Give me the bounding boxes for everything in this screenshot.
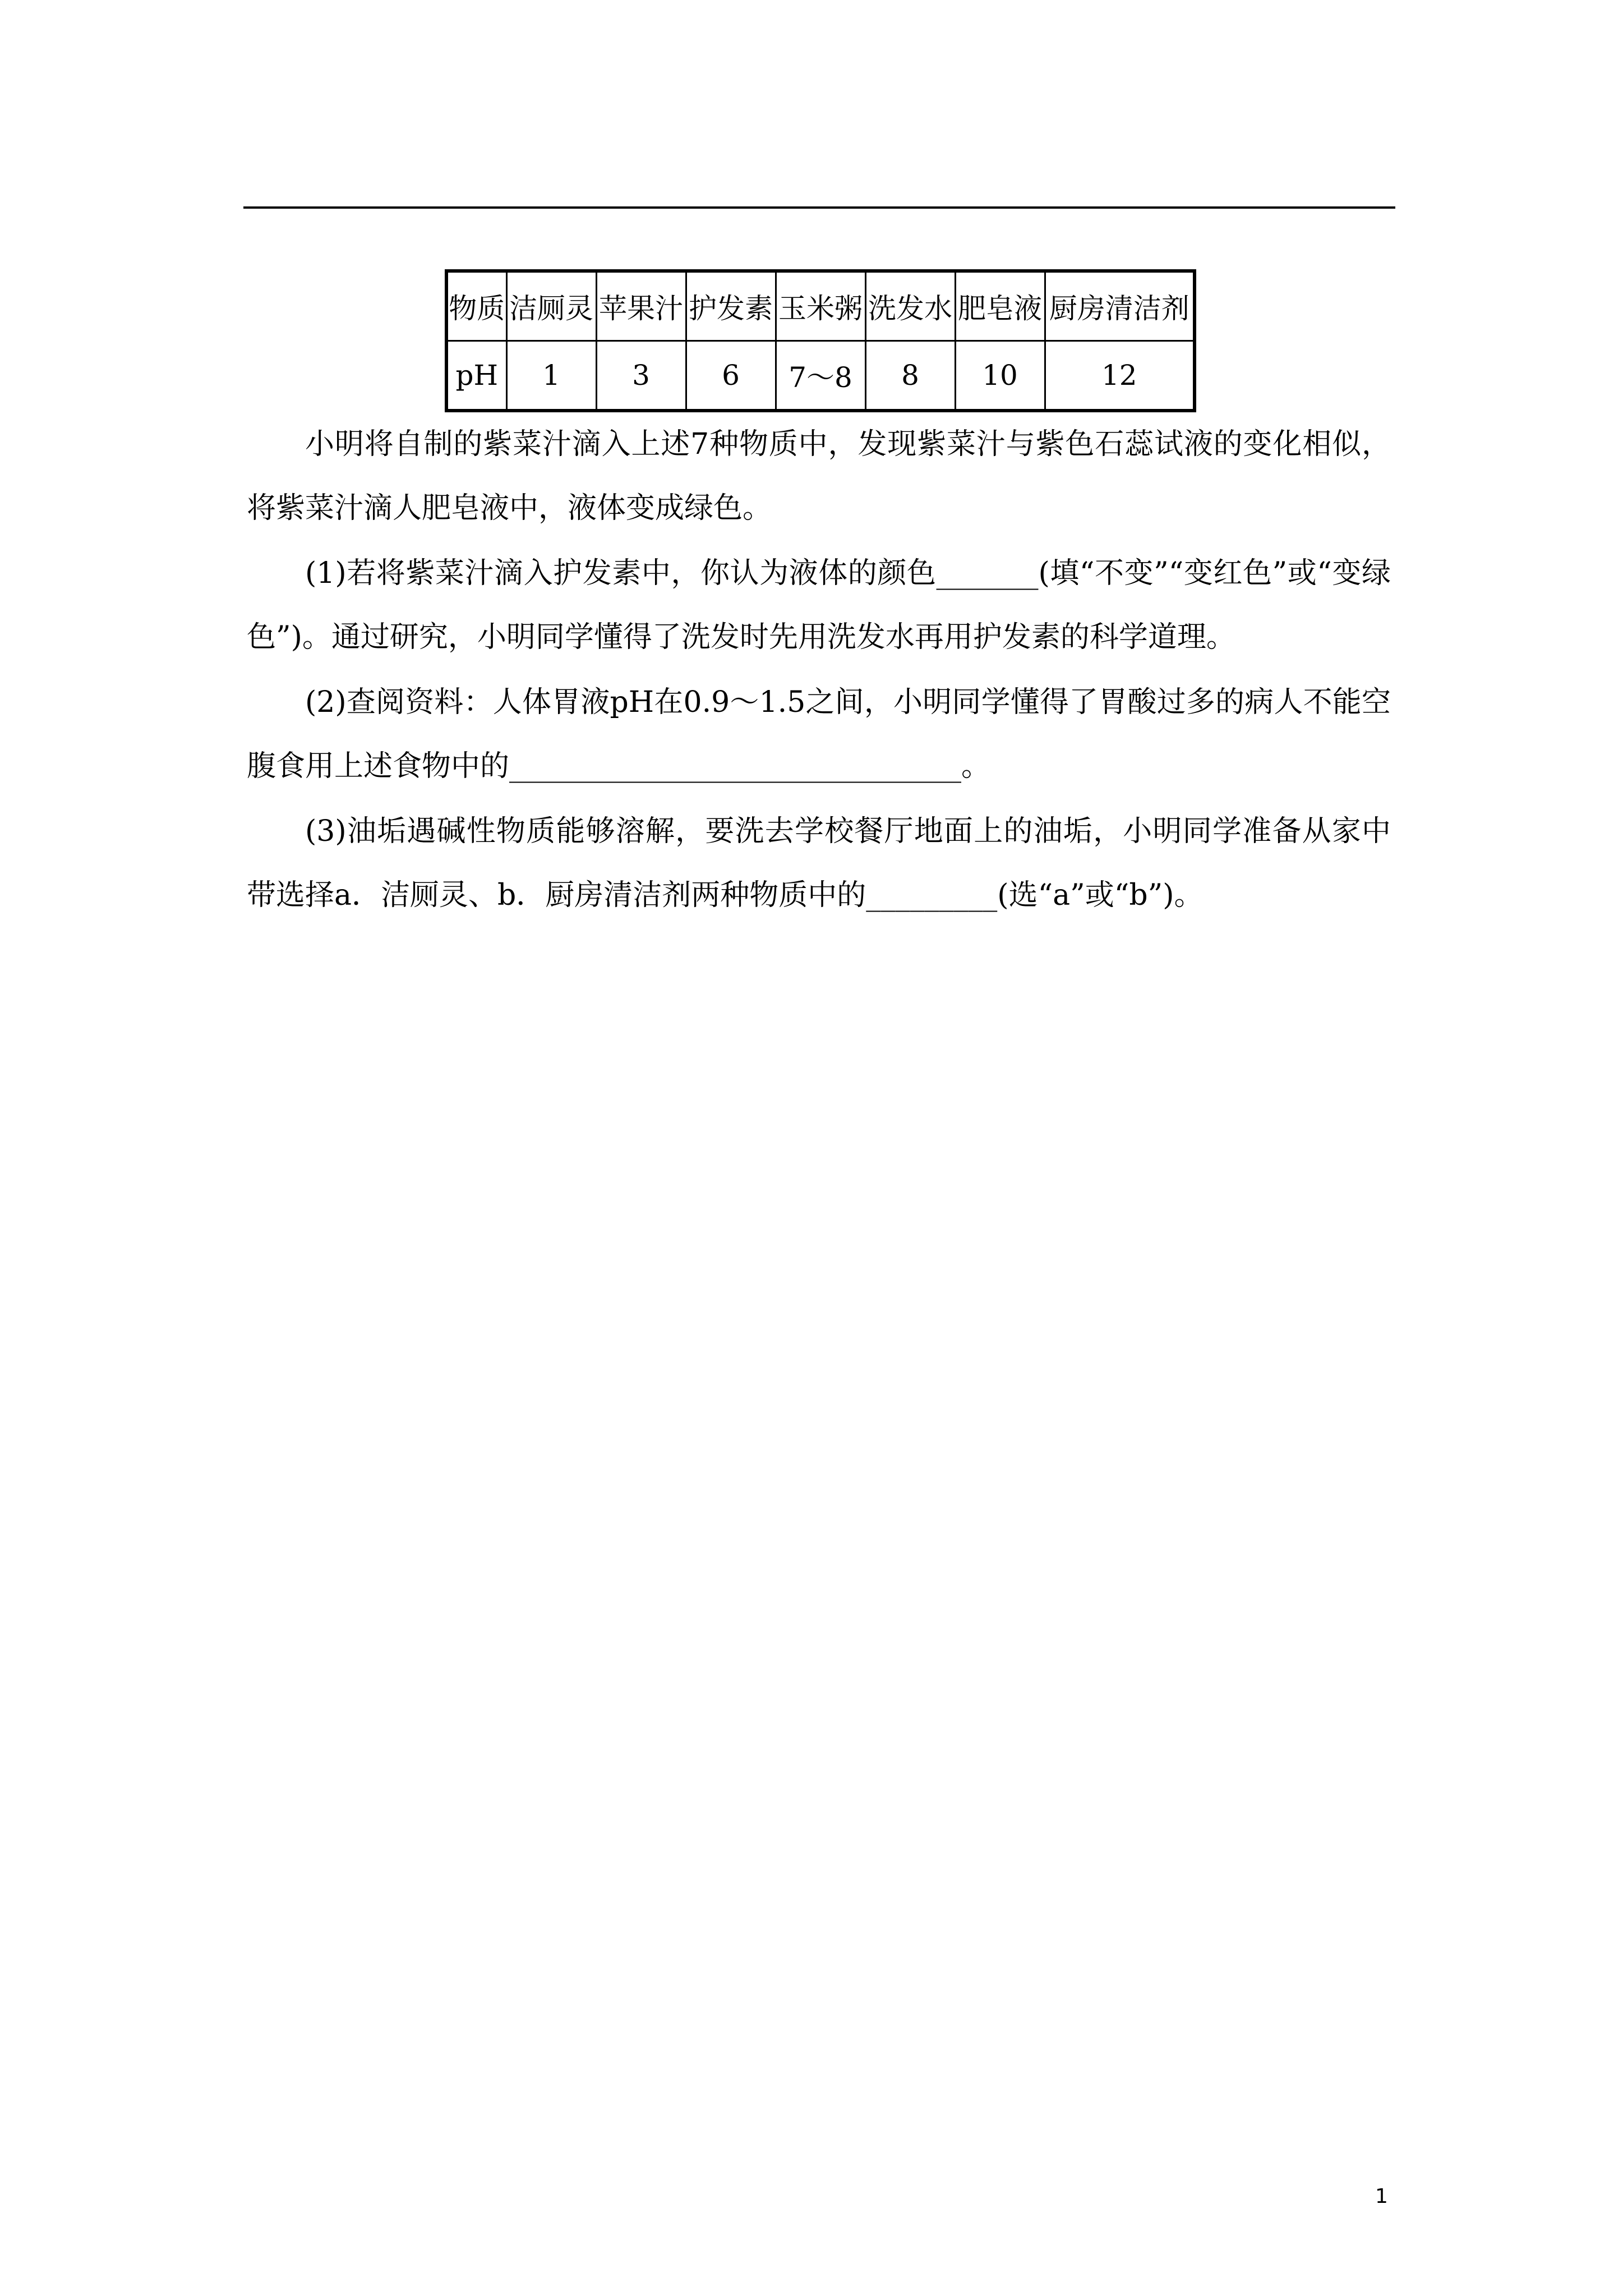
substance-name-cell: 肥皂液 [955,271,1045,341]
header-label-cell: 物质 [446,271,506,341]
substance-name-cell: 苹果汁 [596,271,686,341]
header-rule [243,206,1395,209]
substance-name-cell: 护发素 [686,271,776,341]
ph-value-cell: 1 [506,341,596,411]
ph-value-cell: 3 [596,341,686,411]
ph-value-cell: 12 [1045,341,1195,411]
ph-value-cell: 7～8 [776,341,865,411]
question-1-paragraph: (1)若将紫菜汁滴入护发素中，你认为液体的颜色_______(填“不变”“变红色”或“变绿色”)。通过研究，小明同学懂得了洗发时先用洗发水再用护发素的科学道理。 [247,556,1391,654]
substance-name-cell: 洁厕灵 [506,271,596,341]
ph-label-cell: pH [446,341,506,411]
page-number: 1 [1375,2185,1388,2208]
table-row-ph [446,341,1195,411]
substance-name-cell: 玉米粥 [776,271,865,341]
ph-value-cell: 10 [955,341,1045,411]
ph-value-cell: 6 [686,341,776,411]
question-2-paragraph: (2)查阅资料：人体胃液pH在0.9～1.5之间，小明同学懂得了胃酸过多的病人不能空腹食用上述食物中的_______________________________。 [247,685,1391,783]
table-row-names [446,271,1195,341]
intro-paragraph: 小明将自制的紫菜汁滴入上述7种物质中，发现紫菜汁与紫色石蕊试液的变化相似，将紫菜汁滴人肥皂液中，液体变成绿色。 [247,427,1391,525]
ph-value-cell: 8 [865,341,955,411]
question-3-paragraph: (3)油垢遇碱性物质能够溶解，要洗去学校餐厅地面上的油垢，小明同学准备从家中带选择a．洁厕灵、b．厨房清洁剂两种物质中的_________(选“a”或“b”)。 [247,815,1391,912]
substance-name-cell: 厨房清洁剂 [1045,271,1195,341]
substance-name-cell: 洗发水 [865,271,955,341]
ph-table [445,269,1196,412]
